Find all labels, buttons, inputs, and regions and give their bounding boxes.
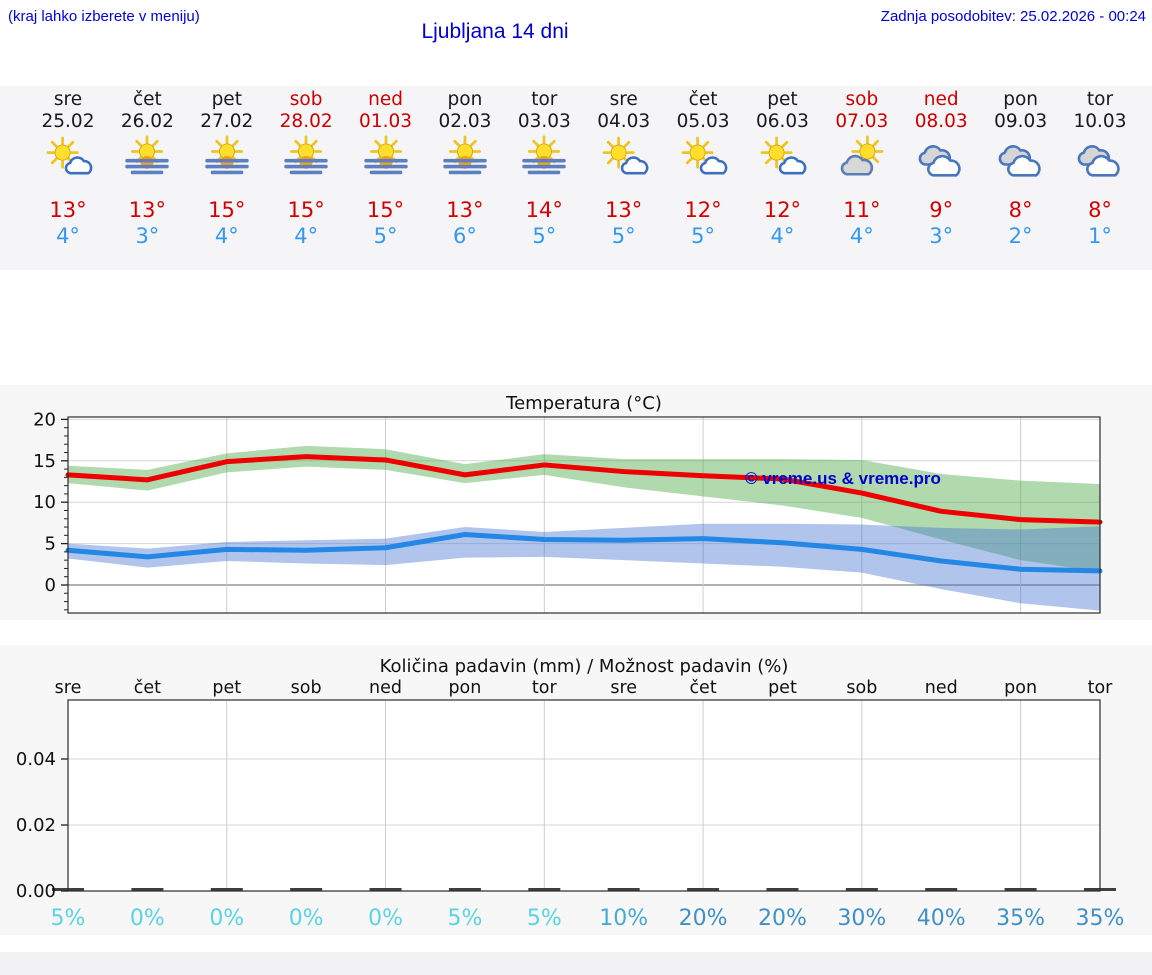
precip-day-label: čet — [133, 678, 162, 698]
day-low-temp: 5° — [691, 224, 715, 248]
sun-small-cloud-icon — [677, 134, 729, 182]
day-high-temp: 15° — [366, 198, 405, 222]
day-date: 27.02 — [200, 111, 254, 132]
day-date: 10.03 — [1073, 111, 1127, 132]
day-date: 04.03 — [597, 111, 651, 132]
sun-fog-icon — [201, 134, 253, 182]
precip-probability-label: 40% — [916, 906, 966, 931]
day-high-temp: 12° — [684, 198, 722, 222]
day-column — [662, 86, 744, 270]
precip-day-label: sob — [846, 678, 878, 698]
precip-probability-label: 0% — [129, 906, 165, 931]
day-column — [265, 86, 347, 270]
day-date: 25.02 — [41, 111, 95, 132]
day-high-temp: 13° — [605, 198, 643, 222]
precip-day-label: tor — [531, 678, 557, 698]
sun-behind-cloud-icon — [836, 134, 888, 182]
day-date: 01.03 — [359, 111, 413, 132]
day-name: sre — [609, 89, 638, 110]
precip-probability-label: 35% — [1075, 906, 1125, 931]
day-name: sre — [53, 89, 83, 110]
day-low-temp: 5° — [611, 224, 636, 248]
precip-day-label: pon — [448, 678, 482, 698]
precip-day-label: pet — [212, 678, 242, 698]
precip-day-label: sob — [290, 678, 322, 698]
precip-probability-label: 0% — [288, 906, 324, 931]
precip-ytick-label: 0.04 — [15, 749, 56, 770]
precip-probability-label: 10% — [599, 906, 649, 931]
day-name: tor — [1086, 89, 1114, 110]
day-high-temp: 8° — [1008, 198, 1033, 222]
precip-probability-label: 20% — [678, 906, 728, 931]
day-high-temp: 13° — [446, 198, 484, 222]
day-column — [900, 86, 982, 270]
precip-day-label: sre — [610, 678, 638, 698]
day-date: 07.03 — [835, 111, 889, 132]
sun-fog-icon — [280, 134, 332, 182]
temperature-chart — [0, 385, 1152, 620]
day-high-temp: 11° — [843, 198, 881, 222]
day-column — [106, 86, 188, 270]
temp-ytick-label: 10 — [33, 492, 56, 514]
cloudy-icon — [915, 134, 967, 182]
day-name: čet — [132, 89, 162, 110]
precip-probability-label: 5% — [447, 906, 483, 931]
precip-probability-label: 5% — [50, 906, 86, 931]
bottom-divider-band — [0, 952, 1152, 975]
sun-small-cloud-icon — [42, 134, 94, 182]
precip-probability-label: 0% — [209, 906, 245, 931]
day-date: 06.03 — [755, 111, 809, 132]
day-name: pon — [1003, 89, 1038, 110]
day-column — [741, 86, 823, 270]
day-date: 05.03 — [676, 111, 730, 132]
precipitation-chart — [0, 645, 1152, 935]
day-date: 09.03 — [994, 111, 1048, 132]
precipitation-chart-svg — [0, 645, 1152, 935]
location-hint: (kraj lahko izberete v meniju) — [8, 8, 200, 25]
precip-day-label: ned — [369, 678, 403, 698]
day-date: 08.03 — [914, 111, 968, 132]
day-high-temp: 8° — [1088, 198, 1112, 222]
day-low-temp: 4° — [849, 224, 874, 248]
precip-probability-label: 20% — [758, 906, 807, 931]
day-low-temp: 5° — [532, 224, 557, 248]
sun-small-cloud-icon — [598, 134, 650, 182]
day-column — [1059, 86, 1141, 270]
cloudy-icon — [1074, 134, 1126, 182]
precip-probability-label: 35% — [996, 906, 1046, 931]
precip-day-label: ned — [924, 678, 958, 698]
sun-fog-icon — [121, 134, 173, 182]
day-name: ned — [368, 89, 403, 110]
day-low-temp: 4° — [294, 224, 319, 248]
watermark: © vreme.us & vreme.pro — [745, 469, 941, 488]
sun-small-cloud-icon — [756, 134, 808, 182]
sun-fog-icon — [518, 134, 570, 182]
day-low-temp: 6° — [452, 224, 477, 248]
precip-day-label: sre — [54, 678, 82, 698]
day-high-temp: 13° — [49, 198, 87, 222]
day-high-temp: 9° — [929, 198, 954, 222]
day-low-temp: 3° — [929, 224, 954, 248]
day-name: pet — [767, 89, 798, 110]
temp-chart-title: Temperatura (°C) — [506, 393, 662, 414]
precip-chart-title: Količina padavin (mm) / Možnost padavin (%) — [379, 656, 789, 677]
page-title: Ljubljana 14 dni — [421, 20, 569, 43]
day-column — [583, 86, 665, 270]
sun-fog-icon — [360, 134, 412, 182]
day-low-temp: 3° — [135, 224, 160, 248]
last-update: Zadnja posodobitev: 25.02.2026 - 00:24 — [880, 8, 1146, 25]
precip-day-label: pet — [768, 678, 797, 698]
cloudy-icon — [995, 134, 1047, 182]
precip-probability-label: 30% — [837, 906, 887, 931]
day-date: 26.02 — [120, 111, 174, 132]
day-high-temp: 15° — [208, 198, 246, 222]
day-name: pon — [447, 89, 483, 110]
temp-ytick-label: 5 — [44, 533, 56, 555]
day-name: pet — [211, 89, 242, 110]
day-high-temp: 12° — [763, 198, 802, 222]
day-name: čet — [688, 89, 718, 110]
precip-ytick-label: 0.00 — [15, 881, 56, 902]
precip-day-label: čet — [689, 678, 717, 698]
precip-probability-label: 0% — [368, 906, 403, 931]
day-date: 03.03 — [517, 111, 571, 132]
day-column — [821, 86, 903, 270]
day-low-temp: 2° — [1008, 224, 1033, 248]
temp-ytick-label: 15 — [33, 450, 56, 472]
day-column — [186, 86, 268, 270]
precip-ytick-label: 0.02 — [15, 815, 56, 836]
precip-probability-label: 5% — [526, 906, 562, 931]
day-low-temp: 4° — [56, 224, 80, 248]
forecast-strip — [0, 86, 1152, 270]
day-name: sob — [845, 89, 879, 110]
day-name: sob — [289, 89, 323, 110]
temp-ytick-label: 0 — [44, 575, 56, 596]
day-column — [980, 86, 1062, 270]
day-low-temp: 5° — [373, 224, 398, 248]
temp-ytick-label: 20 — [33, 409, 56, 431]
day-column — [503, 86, 585, 270]
precip-day-label: pon — [1004, 678, 1038, 698]
day-high-temp: 14° — [525, 198, 563, 222]
day-low-temp: 1° — [1088, 224, 1112, 248]
day-column — [424, 86, 506, 270]
day-name: tor — [531, 89, 558, 110]
day-column — [345, 86, 427, 270]
temperature-chart-svg — [0, 385, 1152, 620]
day-high-temp: 15° — [287, 198, 325, 222]
day-name: ned — [923, 89, 959, 110]
day-date: 02.03 — [438, 111, 492, 132]
day-column — [27, 86, 109, 270]
sun-fog-icon — [439, 134, 491, 182]
day-high-temp: 13° — [128, 198, 166, 222]
day-date: 28.02 — [279, 111, 333, 132]
precip-day-label: tor — [1087, 678, 1113, 698]
day-low-temp: 4° — [770, 224, 795, 248]
day-low-temp: 4° — [214, 224, 239, 248]
